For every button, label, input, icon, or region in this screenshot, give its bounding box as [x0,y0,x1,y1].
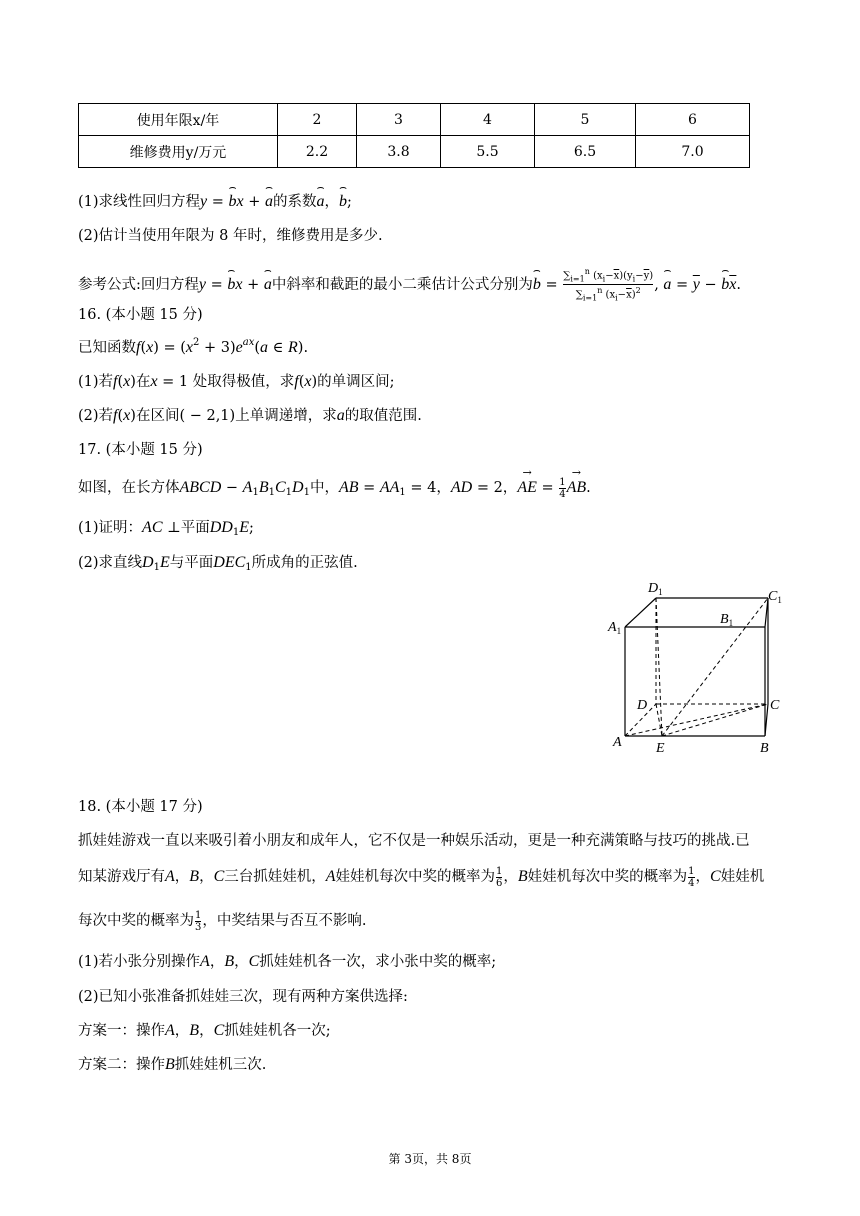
q15-reference-formula: 参考公式:回归方程y = ⌢ bx + ⌢ a中斜率和截距的最小二乘估计公式分别为⌢ b = $\frac{\sum_{i=1}^n (x_i-\overline{x})(y_i-\overline{y})}{\sum_{i=1}^n (x_i-\overline{x})^2}$ , ⌢ $a = \overline{y}$ − ⌢ $b\overline{x}$. [78,266,741,304]
table-cell: 5 [535,104,636,136]
table-header-cell: 使用年限x/年 [79,104,278,136]
page-footer: 第 3页，共 8页 [388,1152,472,1166]
label-b: B [760,741,769,756]
q18-line3: 每次中奖的概率为 $\frac{1}{3}$ ，中奖结果与否互不影响. [78,909,367,933]
table-cell: 5.5 [441,136,535,168]
q16-part2: (2)若f(x)在区间( − 2,1)上单调递增，求a的取值范围. [78,407,422,424]
q16-heading: 16. (本小题 15 分) [78,307,203,323]
table-row [79,136,750,168]
label-d1: $D_1$ [648,581,663,597]
cuboid-figure [600,574,800,760]
q17-part2: (2)求直线$D_1E$与平面$DEC_1$所成角的正弦值. [78,554,358,573]
table-cell: 4 [441,104,535,136]
label-a1: $A_1$ [608,620,622,636]
table-cell: 6.5 [535,136,636,168]
table-cell: 3.8 [357,136,441,168]
table-row [79,104,750,136]
label-d: D [637,698,648,713]
q15-part1: (1)求线性回归方程y = ⌢ bx + ⌢ a的系数⌢ a，⌢ b; [78,190,352,211]
q18-line1: 抓娃娃游戏一直以来吸引着小朋友和成年人，它不仅是一种娱乐活动，更是一种充满策略与技巧的挑战.已 [78,833,750,849]
q18-part2: (2)已知小张准备抓娃娃三次，现有两种方案供选择: [78,989,408,1005]
table-cell: 3 [357,104,441,136]
q17-part1: (1)证明：AC ⊥平面$DD_1E$; [78,519,254,538]
slope-formula: $\frac{\sum_{i=1}^n (x_i-\overline{x})(y_i-\overline{y})}{\sum_{i=1}^n (x_i-\overline{x})^2}$ [563,267,654,303]
table-cell: 6 [636,104,750,136]
table-cell: 2.2 [278,136,357,168]
data-table [78,103,750,168]
table-header-cell: 维修费用y/万元 [79,136,278,168]
q18-line2: 知某游戏厅有A，B，C三台抓娃娃机，A娃娃机每次中奖的概率为 $\frac{1}{6}$ ，B娃娃机每次中奖的概率为 $\frac{1}{4}$ ，C娃娃机 [78,865,765,889]
q18-heading: 18. (本小题 17 分) [78,799,203,815]
q17-heading: 17. (本小题 15 分) [78,442,203,458]
q15-part2: (2)估计当使用年限为 8 年时，维修费用是多少. [78,228,383,244]
q18-part1: (1)若小张分别操作A，B，C抓娃娃机各一次，求小张中奖的概率; [78,953,497,970]
q16-stem: 已知函数$f(x) = (x^2 + 3)e^{ax}(a$ ∈ R). [78,337,309,356]
table-cell: 2 [278,104,357,136]
label-c: C [770,698,780,713]
q18-plan2: 方案二：操作B抓娃娃机三次. [78,1056,267,1073]
q18-plan1: 方案一：操作A，B，C抓娃娃机各一次; [78,1022,331,1039]
table-cell: 7.0 [636,136,750,168]
label-b1: $B_1$ [720,612,734,628]
q17-stem: 如图，在长方体ABCD − $A_1B_1C_1D_1$中，AB = $AA_1 = 4$，AD = 2，→ AE = $\frac{1}{4}$ → AB. [78,476,591,500]
q16-part1: (1)若f(x)在x = 1 处取得极值，求f(x)的单调区间; [78,373,395,390]
label-a: A [613,735,622,750]
label-e: E [656,741,665,756]
label-c1: $C_1$ [768,589,782,605]
